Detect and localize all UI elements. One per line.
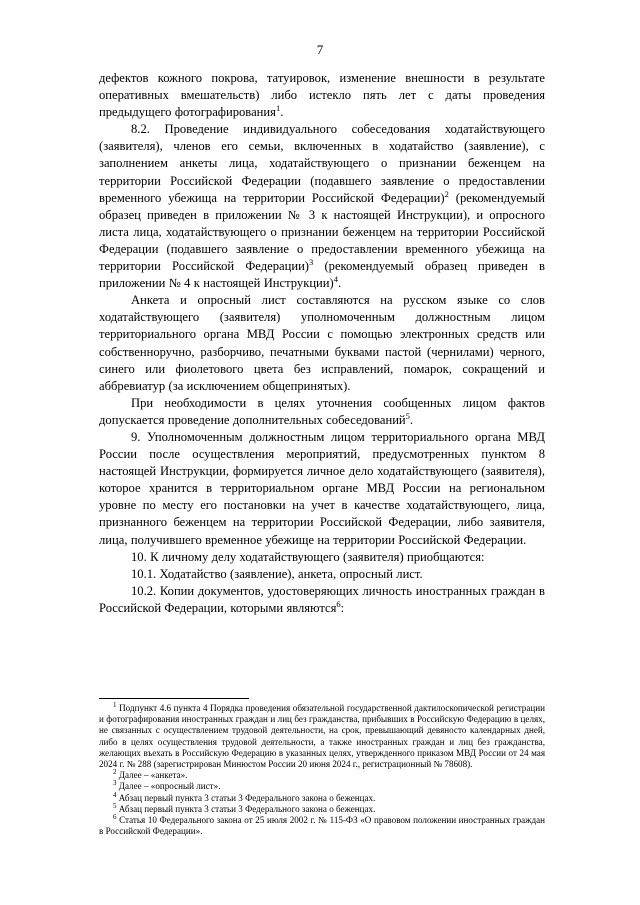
paragraph-8	[99, 583, 545, 617]
footnote-ref-2: 2	[444, 188, 449, 199]
footnote-item	[99, 781, 545, 792]
footnote-area	[99, 700, 545, 837]
footnote-text: Подпункт 4.6 пункта 4 Порядка проведения обязательной государственной дактилоскопической регистрации и фотографирования иностранных граждан и лиц без гражданства, прибывших в Российскую Федерацию в целях, не связанных с осуществлением трудовой деятельности, на срок, превышающий девяносто календарных дней, либо в целях осуществления трудовой деятельности, а также иностранных граждан и лиц без гражданства, желающих въехать в Российскую Федерацию в указанных целях, утвержденного приказом МВД России от 24 мая 2024 г. № 288 (зарегистрирован Минюстом России 20 июня 2024 г., регистрационный № 78608).	[99, 703, 545, 770]
paragraph-3: Анкета и опросный лист составляются на русском языке со слов ходатайствующего (заявителя) уполномоченным должностным лицом территориального органа МВД России с помощью электронных средств или собственноручно, разборчиво, печатными буквами пастой (чернилами) черного, синего или фиолетового цвета без исправлений, помарок, сокращений и аббревиатур (за исключением общепринятых).	[99, 293, 545, 393]
footnote-ref-3: 3	[309, 256, 314, 267]
page-number: 7	[316, 42, 324, 57]
footnote-text: Абзац первый пункта 3 статьи 3 Федерального закона о беженцах.	[118, 792, 376, 803]
paragraph-text-after-2: (рекомендуемый образец приведен в приложении № 4 к настоящей Инструкции)	[99, 259, 545, 291]
paragraph-text: При необходимости в целях уточнения сообщенных лицом фактов допускается проведение дополнительных собеседований	[99, 395, 545, 427]
footnote-text: Статья 10 Федерального закона от 25 июля 2002 г. № 115-ФЗ «О правовом положении иностранных граждан в Российской Федерации».	[99, 815, 545, 837]
paragraph-text: 10.2. Копии документов, удостоверяющих личность иностранных граждан в Российской Федерации, которыми являются	[99, 583, 545, 615]
footnote-marker: 3	[113, 779, 117, 788]
footnote-ref-4: 4	[333, 273, 338, 284]
footnote-item	[99, 790, 545, 804]
paragraph-text-after: .	[409, 412, 414, 427]
footnote-text: Далее – «опросный лист».	[118, 781, 221, 792]
paragraph-text-after: :	[340, 600, 345, 615]
paragraph-2	[99, 121, 545, 292]
paragraph-1	[99, 70, 545, 121]
footnote-text: Абзац первый пункта 3 статьи 3 Федерального закона о беженцах.	[118, 803, 376, 814]
paragraph-5: 9. Уполномоченным должностным лицом территориального органа МВД России после осуществления мероприятий, предусмотренных пунктом 8 настоящей Инструкции, формируется личное дело ходатайствующего (заявителя), которое хранится в территориальном органе МВД России на региональном уровне по месту его постановки на учет в качестве ходатайствующего, лица, признанного беженцем на территории Российской Федерации, либо заявителя, лица, получившего временное убежище на территории Российской Федерации.	[99, 429, 545, 547]
footnote-ref-6: 6	[336, 598, 341, 609]
paragraph-text-after: .	[280, 105, 284, 120]
footnote-item	[99, 801, 545, 815]
paragraph-6: 10. К личному делу ходатайствующего (заявителя) приобщаются:	[131, 549, 485, 564]
footnote-ref-1: 1	[275, 103, 281, 113]
footnote-item	[99, 815, 545, 837]
paragraph-text-after-3: .	[337, 276, 342, 291]
footnote-item	[99, 770, 545, 781]
footnote-marker: 1	[113, 700, 117, 709]
footnote-text: Далее – «анкета».	[118, 770, 188, 781]
footnote-ref-5: 5	[405, 410, 410, 421]
footnote-marker: 5	[113, 801, 117, 810]
document-body	[99, 70, 545, 617]
paragraph-text: 8.2. Проведение индивидуального собеседования ходатайствующего (заявителя), членов его семьи, включенных в ходатайство (заявление), с заполнением анкеты лица, ходатайствующего о признании беженцем на территории Российской Федерации (подавшего заявление о предоставлении временного убежища на территории Российской Федерации)	[99, 122, 545, 205]
paragraph-text: дефектов кожного покрова, татуировок, изменение внешности в результате оперативных вмешательств) либо истекло пять лет с даты проведения предыдущего фотографирования	[99, 71, 545, 120]
paragraph-7: 10.1. Ходатайство (заявление), анкета, опросный лист.	[131, 566, 423, 581]
footnote-separator	[99, 698, 249, 699]
footnote-marker: 6	[113, 813, 117, 821]
footnote-item	[99, 700, 545, 770]
paragraph-text-after: (рекомендуемый образец приведен в приложении № 3 к настоящей Инструкции), и опросного листа лица, ходатайствующего о признании беженцем на территории Российской Федерации (подавшего заявление о предоставлении временного убежища на территории Российской Федерации)	[99, 190, 545, 274]
paragraph-4	[99, 395, 545, 429]
footnote-marker: 2	[113, 768, 117, 777]
footnote-marker: 4	[113, 790, 117, 799]
